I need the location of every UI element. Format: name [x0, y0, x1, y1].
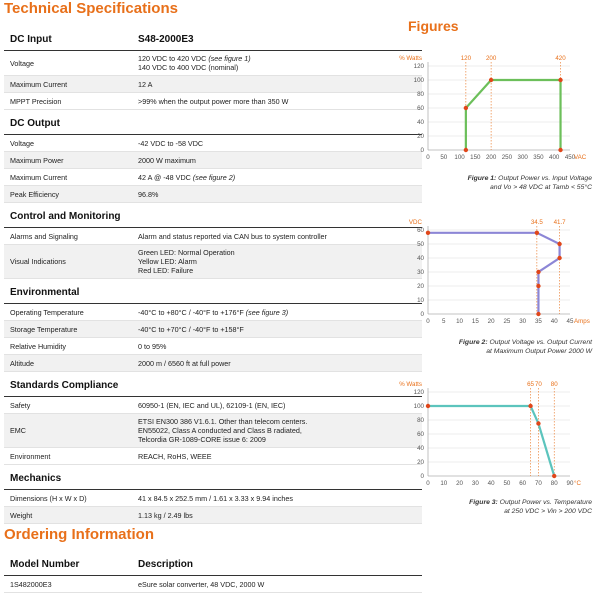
spec-label: Maximum Current [10, 79, 68, 89]
page-title: Technical Specifications [4, 0, 178, 17]
figure-3-caption-label: Figure 3: [469, 499, 498, 506]
spec-value [138, 308, 422, 317]
spec-label: Weight [10, 510, 33, 520]
figure-1-caption-text: Output Power vs. Input Voltage [496, 175, 592, 182]
section-title: Standards Compliance [4, 376, 422, 397]
section-title [4, 30, 422, 51]
ordering-title: Ordering Information [4, 526, 154, 543]
y-tick-label: 80 [417, 417, 424, 424]
figure-1-caption-label: Figure 1: [467, 175, 497, 182]
top-marker-label: 80 [550, 381, 558, 388]
y-tick-label: 30 [417, 269, 424, 276]
x-tick-label: 90 [566, 480, 574, 487]
x-tick-label: 45 [566, 318, 574, 325]
spec-label: Maximum Current [10, 172, 68, 182]
y-tick-label: 50 [417, 241, 424, 248]
y-tick-label: 60 [417, 431, 424, 438]
spec-value-text: 1.13 kg / 2.49 lbs [138, 510, 193, 520]
model-header: S48-2000E3 [138, 34, 194, 45]
x-tick-label: 100 [454, 154, 465, 161]
x-tick-label: 30 [519, 318, 527, 325]
spec-value-text: Alarm and status reported via CAN bus to system controller [138, 231, 327, 241]
data-point [536, 312, 540, 316]
x-tick-label: 15 [471, 318, 479, 325]
spec-value-text: 0 to 95% [138, 341, 167, 351]
spec-value [138, 401, 422, 410]
figure-1-caption-text-2: and Vo > 48 VDC at Tamb < 55°C [490, 184, 592, 191]
y-tick-label: 40 [417, 255, 424, 262]
data-point [535, 231, 539, 235]
spec-table [4, 26, 422, 524]
data-point [464, 106, 468, 110]
spec-value-line: Telcordia GR-1089-CORE issue 6: 2009 [138, 435, 266, 444]
section-title: DC Output [4, 114, 422, 135]
spec-row [4, 245, 422, 279]
x-tick-label: 10 [456, 318, 464, 325]
x-tick-label: 30 [471, 480, 479, 487]
y-tick-label: 100 [413, 77, 424, 84]
spec-value [138, 417, 422, 444]
data-point [489, 78, 493, 82]
series-line [428, 406, 554, 476]
ordering-row [4, 576, 422, 593]
x-tick-label: 5 [442, 318, 446, 325]
section-title: Control and Monitoring [4, 207, 422, 228]
x-tick-label: 40 [550, 318, 558, 325]
figure-1-caption [468, 174, 592, 192]
spec-value [138, 452, 422, 461]
x-axis-label: Amps [574, 318, 590, 325]
spec-label: Peak Efficiency [10, 189, 60, 199]
x-tick-label: 10 [440, 480, 448, 487]
figure-2-chart [404, 216, 600, 334]
figure-2-caption-text-2: at Maximum Output Power 2000 W [486, 348, 592, 355]
y-tick-label: 0 [420, 311, 424, 318]
x-tick-label: 25 [503, 318, 511, 325]
spec-label: Alarms and Signaling [10, 231, 78, 241]
spec-value-text: 2000 W maximum [138, 155, 196, 165]
spec-value-note: (see figure 1) [206, 54, 251, 63]
x-tick-label: 250 [501, 154, 513, 161]
x-tick-label: 0 [426, 154, 430, 161]
spec-row [4, 304, 422, 321]
spec-value-text: 60950-1 (EN, IEC and UL), 62109-1 (EN, IEC) [138, 400, 286, 410]
spec-value [138, 80, 422, 89]
x-tick-label: 20 [456, 480, 464, 487]
x-tick-label: 0 [426, 318, 430, 325]
ordering-header [4, 555, 422, 576]
spec-row [4, 93, 422, 110]
x-tick-label: 60 [519, 480, 527, 487]
data-point [464, 148, 468, 152]
x-tick-label: 70 [534, 480, 542, 487]
spec-row [4, 490, 422, 507]
data-point [558, 78, 562, 82]
y-tick-label: 120 [413, 63, 424, 70]
y-axis-label: VDC [408, 219, 422, 226]
y-tick-label: 10 [417, 297, 424, 304]
x-tick-label: 400 [549, 154, 560, 161]
figure-1-chart [399, 52, 600, 172]
spec-value-note: (see figure 3) [243, 307, 289, 317]
spec-value-text: 12 A [138, 79, 153, 89]
spec-row [4, 228, 422, 245]
spec-value [138, 342, 422, 351]
figure-3-caption-text-2: at 250 VDC > Vin > 200 VDC [504, 508, 592, 515]
top-marker-label: 120 [460, 55, 472, 62]
spec-label: Environment [10, 451, 51, 461]
y-tick-label: 40 [417, 119, 424, 126]
spec-value-line: EN55022, Class A conducted and Class B radiated, [138, 426, 302, 435]
x-tick-label: 50 [440, 154, 448, 161]
series-line [466, 80, 561, 150]
spec-value [138, 139, 422, 148]
spec-label: Dimensions (H x W x D) [10, 493, 87, 503]
y-tick-label: 0 [420, 473, 424, 480]
ordering-col-desc: Description [138, 559, 194, 570]
ordering-model: 1S482000E3 [10, 579, 52, 589]
section-title-text: DC Input [10, 34, 52, 45]
data-point [557, 242, 561, 246]
spec-value [138, 248, 422, 275]
x-tick-label: 50 [503, 480, 511, 487]
x-tick-label: 0 [426, 480, 430, 487]
figure-3-caption [469, 498, 592, 516]
ordering-col-model: Model Number [10, 559, 80, 570]
spec-row [4, 51, 422, 76]
x-tick-label: 80 [550, 480, 558, 487]
x-tick-label: 200 [485, 154, 497, 161]
spec-label: Safety [10, 400, 31, 410]
spec-label: Relative Humidity [10, 341, 66, 351]
y-tick-label: 80 [417, 91, 424, 98]
top-marker-label: 41.7 [553, 219, 566, 226]
spec-value [138, 494, 422, 503]
top-marker-label: 65 [527, 381, 535, 388]
ordering-section [4, 526, 422, 593]
y-tick-label: 20 [417, 459, 424, 466]
spec-value-text: >99% when the output power more than 350 W [138, 96, 289, 106]
spec-row [4, 321, 422, 338]
x-tick-label: 20 [487, 318, 495, 325]
y-tick-label: 40 [417, 445, 424, 452]
spec-value-text: Green LED: Normal Operation [138, 248, 235, 257]
y-axis-label: % Watts [399, 55, 422, 62]
spec-value-text: 41 x 84.5 x 252.5 mm / 1.61 x 3.33 x 9.94 inches [138, 493, 294, 503]
spec-value [138, 325, 422, 334]
spec-row [4, 448, 422, 465]
data-point [528, 404, 532, 408]
ordering-desc: eSure solar converter, 48 VDC, 2000 W [138, 579, 265, 589]
figure-3-chart [399, 378, 600, 496]
x-tick-label: 450 [564, 154, 576, 161]
spec-value-text: -40°C to +70°C / -40°F to +158°F [138, 324, 244, 334]
spec-row [4, 152, 422, 169]
section-title: Mechanics [4, 469, 422, 490]
x-tick-label: 35 [534, 318, 542, 325]
spec-value-text: REACH, RoHS, WEEE [138, 451, 212, 461]
x-tick-label: 40 [487, 480, 495, 487]
x-axis-label: VAC [574, 154, 587, 161]
y-tick-label: 20 [417, 133, 424, 140]
figure-2-caption-label: Figure 2: [458, 339, 488, 346]
top-marker-label: 34.5 [530, 219, 543, 226]
x-tick-label: 150 [470, 154, 481, 161]
spec-value-line: Yellow LED: Alarm [138, 257, 197, 266]
spec-value [138, 190, 422, 199]
spec-value-line: 140 VDC to 400 VDC (nominal) [138, 63, 239, 72]
y-tick-label: 60 [417, 105, 424, 112]
data-point [536, 421, 540, 425]
data-point [536, 284, 540, 288]
spec-value-text: -40°C to +80°C / -40°F to +176°F [138, 307, 244, 317]
data-point [558, 148, 562, 152]
spec-row [4, 76, 422, 93]
spec-label: Voltage [10, 138, 34, 148]
data-point [552, 474, 556, 478]
figures-title: Figures [408, 18, 459, 34]
spec-value [138, 232, 422, 241]
spec-value-text: ETSI EN300 386 V1.6.1. Other than telecom centers. [138, 417, 308, 426]
spec-label: Visual Indications [10, 257, 66, 266]
spec-value [138, 173, 422, 182]
spec-value-text: 42 A @ -48 VDC [138, 172, 191, 182]
x-axis-label: °C [574, 480, 581, 487]
spec-row [4, 186, 422, 203]
data-point [536, 270, 540, 274]
spec-value-text: 120 VDC to 420 VDC [138, 54, 207, 63]
spec-value-note: (see figure 2) [190, 172, 236, 182]
spec-label: Maximum Power [10, 155, 64, 165]
section-title: Environmental [4, 283, 422, 304]
y-tick-label: 20 [417, 283, 424, 290]
x-tick-label: 300 [517, 154, 528, 161]
spec-value-text: -42 VDC to -58 VDC [138, 138, 204, 148]
spec-row [4, 414, 422, 448]
data-point [557, 256, 561, 260]
spec-value-text: 2000 m / 6560 ft at full power [138, 358, 231, 368]
spec-row [4, 169, 422, 186]
spec-value [138, 54, 422, 72]
data-point [426, 404, 430, 408]
spec-label: Altitude [10, 358, 34, 368]
data-point [426, 231, 430, 235]
spec-label: EMC [10, 426, 26, 435]
x-tick-label: 350 [533, 154, 544, 161]
spec-value [138, 97, 422, 106]
spec-row [4, 355, 422, 372]
spec-value-text: 96.8% [138, 189, 159, 199]
spec-row [4, 135, 422, 152]
y-tick-label: 0 [420, 147, 424, 154]
top-marker-label: 420 [555, 55, 566, 62]
spec-value [138, 511, 422, 520]
top-marker-label: 70 [534, 381, 542, 388]
y-tick-label: 120 [413, 389, 424, 396]
y-axis-label: % Watts [399, 381, 422, 388]
top-marker-label: 200 [485, 55, 497, 62]
spec-row [4, 397, 422, 414]
spec-value [138, 359, 422, 368]
spec-row [4, 338, 422, 355]
spec-label: Operating Temperature [10, 307, 84, 317]
y-tick-label: 60 [417, 227, 424, 234]
figure-2-caption-text: Output Voltage vs. Output Current [487, 339, 592, 346]
spec-value-line: Red LED: Failure [138, 266, 194, 275]
spec-label: Voltage [10, 58, 34, 68]
figure-3-caption-text: Output Power vs. Temperature [497, 499, 592, 506]
figure-2-caption [459, 338, 592, 356]
spec-label: Storage Temperature [10, 324, 78, 334]
spec-row [4, 507, 422, 524]
spec-value [138, 156, 422, 165]
y-tick-label: 100 [413, 403, 424, 410]
spec-label: MPPT Precision [10, 96, 62, 106]
